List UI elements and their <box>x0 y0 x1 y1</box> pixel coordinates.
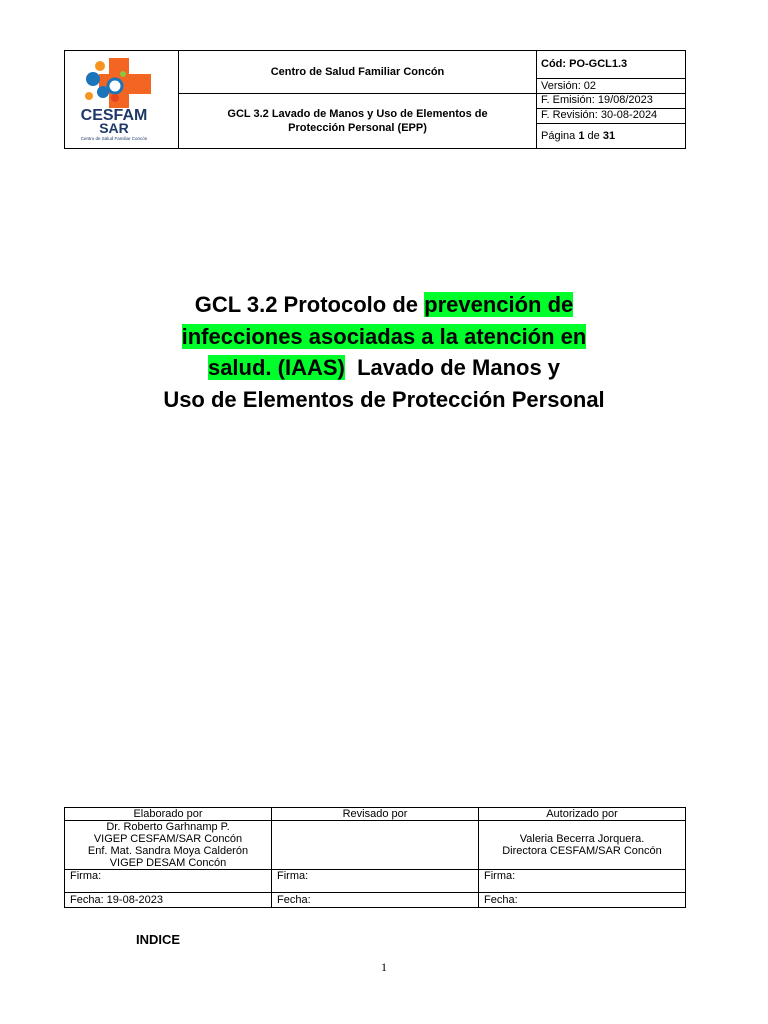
approval-table <box>64 807 686 908</box>
firma-elaborado: Firma: <box>65 870 272 893</box>
logo-figure-dot <box>111 94 119 102</box>
logo-cell <box>65 51 179 149</box>
title-part2: Lavado de Manos y <box>344 355 561 380</box>
logo-tagline: Centro de Salud Familiar Concón <box>80 136 148 141</box>
title-highlight-3: salud. (IAAS) <box>207 355 345 380</box>
header-revisado: Revisado por <box>272 808 479 821</box>
logo-figure-head <box>95 61 105 71</box>
page-of: de <box>587 130 600 142</box>
autorizado-line: Valeria Becerra Jorquera. <box>519 833 645 845</box>
header-elaborado: Elaborado por <box>65 808 272 821</box>
doc-version: Versión: 02 <box>537 78 686 93</box>
autorizado-line: Directora CESFAM/SAR Concón <box>502 845 662 857</box>
cesfam-logo <box>65 52 178 147</box>
org-name: Centro de Salud Familiar Concón <box>179 51 537 94</box>
title-line4: Uso de Elementos de Protección Personal <box>163 386 605 412</box>
elaborado-line: VIGEP DESAM Concón <box>109 857 227 869</box>
doc-title-line2: Protección Personal (EPP) <box>288 122 427 134</box>
doc-title-cell <box>179 94 537 149</box>
logo-text: CESFAM <box>80 107 148 124</box>
doc-title-line1: GCL 3.2 Lavado de Manos y Uso de Elementos de <box>227 108 488 120</box>
fecha-autorizado: Fecha: <box>479 893 686 908</box>
fecha-elaborado: Fecha: 19-08-2023 <box>65 893 272 908</box>
firma-revisado: Firma: <box>272 870 479 893</box>
revision-cell <box>537 94 686 124</box>
fecha-revisado: Fecha: <box>272 893 479 908</box>
page-number: 1 <box>381 960 387 974</box>
title-highlight-1: prevención de <box>424 292 574 317</box>
firma-autorizado: Firma: <box>479 870 686 893</box>
elaborado-line: VIGEP CESFAM/SAR Concón <box>93 833 243 845</box>
title-part1: GCL 3.2 Protocolo de <box>194 292 425 317</box>
logo-figure-ring <box>108 79 122 93</box>
page-total: 31 <box>602 130 616 142</box>
revisado-names <box>272 821 479 870</box>
elaborado-line: Dr. Roberto Garhnamp P. <box>106 821 230 833</box>
emission-date: F. Emisión: 19/08/2023 <box>537 94 685 109</box>
page-current: 1 <box>578 130 585 142</box>
logo-sub: SAR <box>99 120 129 136</box>
logo-figure-dot <box>85 92 93 100</box>
autorizado-names <box>479 821 686 870</box>
page-label: Página <box>541 130 576 142</box>
elaborado-names <box>65 821 272 870</box>
index-heading: INDICE <box>136 932 181 947</box>
doc-code: Cód: PO-GCL1.3 <box>537 51 686 79</box>
logo-figure-dot <box>120 71 126 77</box>
page-indicator <box>537 124 686 149</box>
document-title <box>64 289 704 415</box>
logo-cross <box>99 58 151 108</box>
logo-figure-body <box>86 72 100 86</box>
logo-graphic <box>65 52 178 147</box>
document-header <box>64 50 686 149</box>
elaborado-line: Enf. Mat. Sandra Moya Calderón <box>87 845 249 857</box>
revision-date: F. Revisión: 30-08-2024 <box>541 109 658 121</box>
header-autorizado: Autorizado por <box>479 808 686 821</box>
title-highlight-2: infecciones asociadas a la atención en <box>181 323 587 349</box>
